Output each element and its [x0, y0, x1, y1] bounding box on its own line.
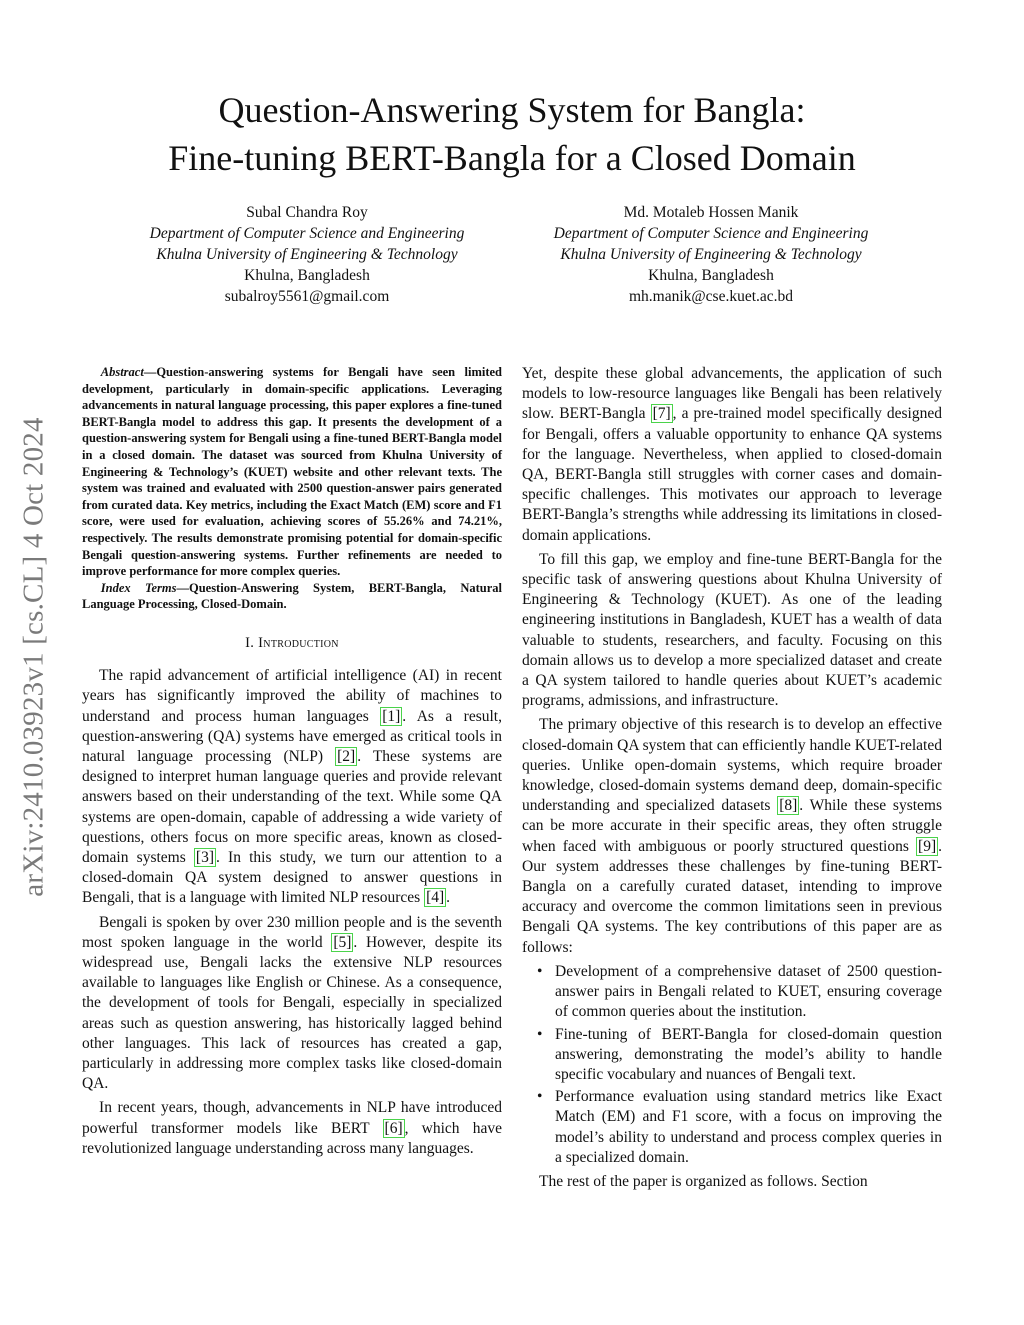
- text-run: The rapid advancement of artificial intelligence (AI) in recent years has significantly improved the ability of machines to understand and process human languages: [82, 667, 502, 725]
- arxiv-stamp-text: arXiv:2410.03923v1 [cs.CL] 4 Oct 2024: [17, 417, 50, 897]
- author-location: Khulna, Bangladesh: [244, 267, 370, 284]
- text-run: Yet, despite these global advancements, the application of such models to low-resource languages like Bengali has been relatively slow. BERT-Bangla: [522, 365, 942, 423]
- contribution-item: • Fine-tuning of BERT-Bangla for closed-domain question answering, demonstrating the model’s ability to handle specific vocabulary and nuances of Bengali text.: [555, 1025, 942, 1086]
- citation-link[interactable]: [4]: [426, 889, 445, 907]
- abstract: [82, 364, 502, 580]
- author-block-1: [107, 202, 507, 307]
- arxiv-stamp: [12, 357, 56, 957]
- intro-paragraph-2: [82, 913, 502, 1095]
- author-name: Subal Chandra Roy: [246, 204, 368, 221]
- right-paragraph-1: [522, 364, 942, 546]
- author-name: Md. Motaleb Hossen Manik: [623, 204, 799, 221]
- author-block-2: [511, 202, 911, 307]
- contribution-item: • Performance evaluation using standard metrics like Exact Match (EM) and F1 score, with a focus on improving the model’s ability to understand and process complex queries in a specialized domain.: [555, 1087, 942, 1168]
- abstract-label: Abstract: [100, 365, 144, 379]
- text-run: . While these systems can be more accurate in their specific areas, they often struggle when faced with ambiguous or poorly structured questions: [522, 797, 942, 855]
- right-column: [522, 364, 942, 1196]
- author-email[interactable]: mh.manik@cse.kuet.ac.bd: [628, 288, 794, 305]
- text-run: .: [446, 889, 451, 907]
- text-run: . As a result, question-answering (QA) systems have emerged as critical tools in natural language processing (NLP): [82, 707, 502, 765]
- contributions-list: [522, 962, 942, 1168]
- citation-link[interactable]: [7]: [652, 405, 671, 423]
- section-number: I.: [245, 634, 255, 651]
- left-column: [82, 364, 502, 1163]
- section-heading-introduction: [82, 633, 502, 653]
- intro-paragraph-1: [82, 666, 502, 908]
- text-run: The primary objective of this research is to develop an effective closed-domain QA system that can efficiently handle KUET-related queries. Unlike open-domain systems, which require broader knowledge, closed-domain systems demand deep, domain-specific understanding and specialized datasets: [522, 716, 942, 815]
- author-department: Department of Computer Science and Engineering: [553, 225, 869, 242]
- index-terms: [82, 580, 502, 613]
- right-paragraph-3: [522, 715, 942, 957]
- right-paragraph-2: To fill this gap, we employ and fine-tune BERT-Bangla for the specific task of answering questions about Khulna University of Engineering & Technology (KUET). As one of the leading engineering institutions in Bangladesh, KUET has a wealth of data valuable to students, researchers, and faculty. Focusing on this domain allows us to develop a more specialized dataset and create a QA system tailored to handle queries about KUET’s academic programs, admissions, and infrastructure.: [522, 550, 942, 710]
- index-terms-label: Index Terms: [100, 580, 177, 595]
- section-title: Introduction: [258, 634, 339, 651]
- citation-link[interactable]: [9]: [918, 837, 937, 855]
- paper-title: [60, 86, 964, 182]
- text-run: Bengali is spoken by over 230 million people and is the seventh most spoken language in the world: [82, 913, 502, 951]
- title-line-2: Fine-tuning BERT-Bangla for a Closed Domain: [168, 138, 856, 178]
- title-line-1: Question-Answering System for Bangla:: [218, 90, 806, 130]
- text-run: . These systems are designed to interpret human language queries and provide relevant answers based on their understanding of the text. While some QA systems are open-domain, capable of addressing a wide variety of questions, others focus on more specific areas, known as closed-domain systems: [82, 747, 502, 866]
- text-run: . Our system addresses these challenges by fine-tuning BERT-Bangla on a carefully curated dataset, intending to improve accuracy and overcome the common limitations seen in previous Bengali QA systems. The key contributions of this paper are as follows:: [522, 837, 942, 956]
- citation-link[interactable]: [3]: [195, 848, 214, 866]
- citation-link[interactable]: [8]: [779, 797, 798, 815]
- citation-link[interactable]: [5]: [333, 933, 352, 951]
- text-run: . In this study, we turn our attention to a closed-domain QA system designed to answer questions in Bengali, that is a language with limited NLP resources: [82, 848, 502, 907]
- citation-link[interactable]: [2]: [337, 747, 356, 765]
- author-university: Khulna University of Engineering & Technology: [560, 246, 862, 263]
- right-paragraph-4: The rest of the paper is organized as follows. Section: [539, 1172, 868, 1190]
- text-run: , a pre-trained model specifically designed for Bengali, offers a valuable opportunity to enhance QA systems for the language. Nevertheless, when applied to closed-domain QA, BERT-Bangla still struggles with corner cases and domain-specific challenges. This motivates our approach to leverage BERT-Bangla’s strengths while addressing its limitations in closed-domain applications.: [522, 405, 942, 544]
- text-run: In recent years, though, advancements in NLP have introduced powerful transformer models like BERT: [82, 1099, 502, 1137]
- author-university: Khulna University of Engineering & Technology: [156, 246, 458, 263]
- abstract-text: —Question-answering systems for Bengali have seen limited development, particularly in domain-specific applications. Leveraging advancements in natural language processing, this paper explores a fine-tuned BERT-Bangla model to address this gap. It presents the development of a question-answering system for Bengali using a fine-tuned BERT-Bangla model in a closed domain. The dataset was sourced from Khulna University of Engineering & Technology’s (KUET) website and other relevant texts. The system was trained and evaluated with 2500 question-answer pairs generated from curated data. Key metrics, including the Exact Match (EM) score and F1 score, were used for evaluation, achieving scores of 55.26% and 74.21%, respectively. The results demonstrate promising potential for domain-specific Bengali question-answering systems. Further refinements are needed to improve performance for more complex queries.: [82, 365, 502, 579]
- index-terms-text: —Question-Answering System, BERT-Bangla, Natural Language Processing, Closed-Domain.: [82, 580, 502, 612]
- text-run: . However, despite its widespread use, Bengali lacks the extensive NLP resources available to languages like English or Chinese. As a consequence, the development of tools for Bengali, especially in specialized areas such as question answering, has historically lagged behind other languages. This lack of resources has created a gap, particularly in addressing more complex tasks like closed-domain QA.: [82, 933, 502, 1093]
- author-location: Khulna, Bangladesh: [648, 267, 774, 284]
- author-email[interactable]: subalroy5561@gmail.com: [224, 288, 390, 305]
- citation-link[interactable]: [6]: [384, 1119, 403, 1137]
- author-department: Department of Computer Science and Engineering: [149, 225, 465, 242]
- citation-link[interactable]: [1]: [382, 707, 401, 725]
- contribution-item: • Development of a comprehensive dataset of 2500 question-answer pairs in Bengali related to KUET, ensuring coverage of common queries about the institution.: [555, 962, 942, 1023]
- text-run: , which have revolutionized language understanding across many languages.: [82, 1119, 502, 1157]
- intro-paragraph-3: [82, 1098, 502, 1159]
